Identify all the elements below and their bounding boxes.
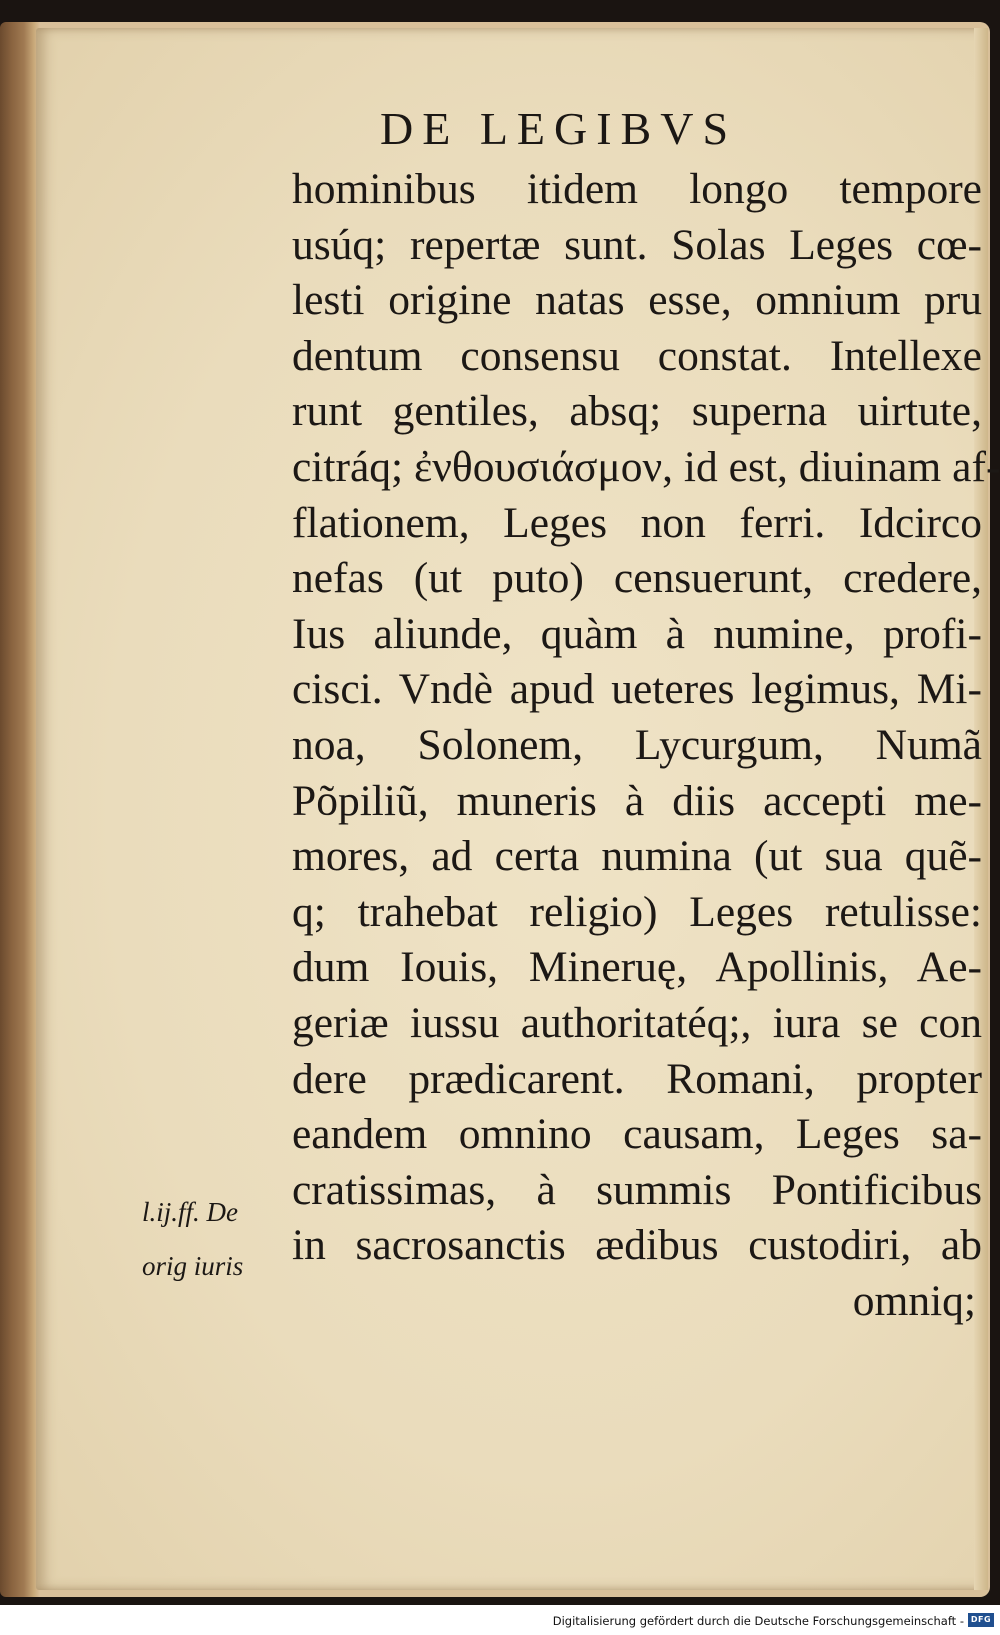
text-line: nefas (ut puto) censuerunt, credere, <box>292 554 982 603</box>
text-line: hominibus itidem longo tempore <box>292 165 982 213</box>
text-line: Ius aliunde, quàm à numine, profi- <box>292 609 982 658</box>
text-line: cratissimas, à summis Pontificibus <box>292 1165 982 1214</box>
text-line: dum Iouis, Mineruę, Apollinis, Ae- <box>292 943 982 992</box>
text-line: q; trahebat religio) Leges retulisse: <box>292 887 982 936</box>
running-head: DE LEGIBVS <box>380 103 738 154</box>
text-line: mores, ad certa numina (ut sua quẽ- <box>292 832 982 881</box>
text-line: dere prædicarent. Romani, propter <box>292 1054 982 1103</box>
marginal-note-line: l.ij.ff. De <box>142 1197 238 1227</box>
text-block <box>292 162 1000 1329</box>
marginal-note <box>142 1185 282 1293</box>
text-line: runt gentiles, absq; superna uirtute, <box>292 387 982 436</box>
footer-bar <box>0 1605 1000 1635</box>
catchword: omniq; <box>852 1276 976 1325</box>
text-line: lesti origine natas esse, omnium pru <box>292 276 982 325</box>
dfg-logo-icon: DFG <box>968 1613 994 1627</box>
text-line: geriæ iussu authoritatéq;, iura se con <box>292 998 982 1047</box>
text-line: citráq; ἐνθουσιάσμον, id est, diuinam af- <box>292 442 1000 491</box>
text-line: flationem, Leges non ferri. Idcirco <box>292 498 982 547</box>
text-line: eandem omnino causam, Leges sa- <box>292 1110 982 1159</box>
text-line: in sacrosanctis ædibus custodiri, ab <box>292 1221 982 1270</box>
text-line: usúq; repertæ sunt. Solas Leges cœ- <box>292 220 982 269</box>
marginal-note-line: orig iuris <box>142 1251 244 1281</box>
text-line: dentum consensu constat. Intellexe <box>292 331 982 380</box>
footer-attribution: Digitalisierung gefördert durch die Deutsche Forschungsgemeinschaft - <box>552 1614 964 1628</box>
text-line: Põpiliũ, muneris à diis accepti me- <box>292 776 982 825</box>
text-line: noa, Solonem, Lycurgum, Numã <box>292 720 982 769</box>
text-line: cisci. Vndè apud ueteres legimus, Mi- <box>292 665 982 714</box>
